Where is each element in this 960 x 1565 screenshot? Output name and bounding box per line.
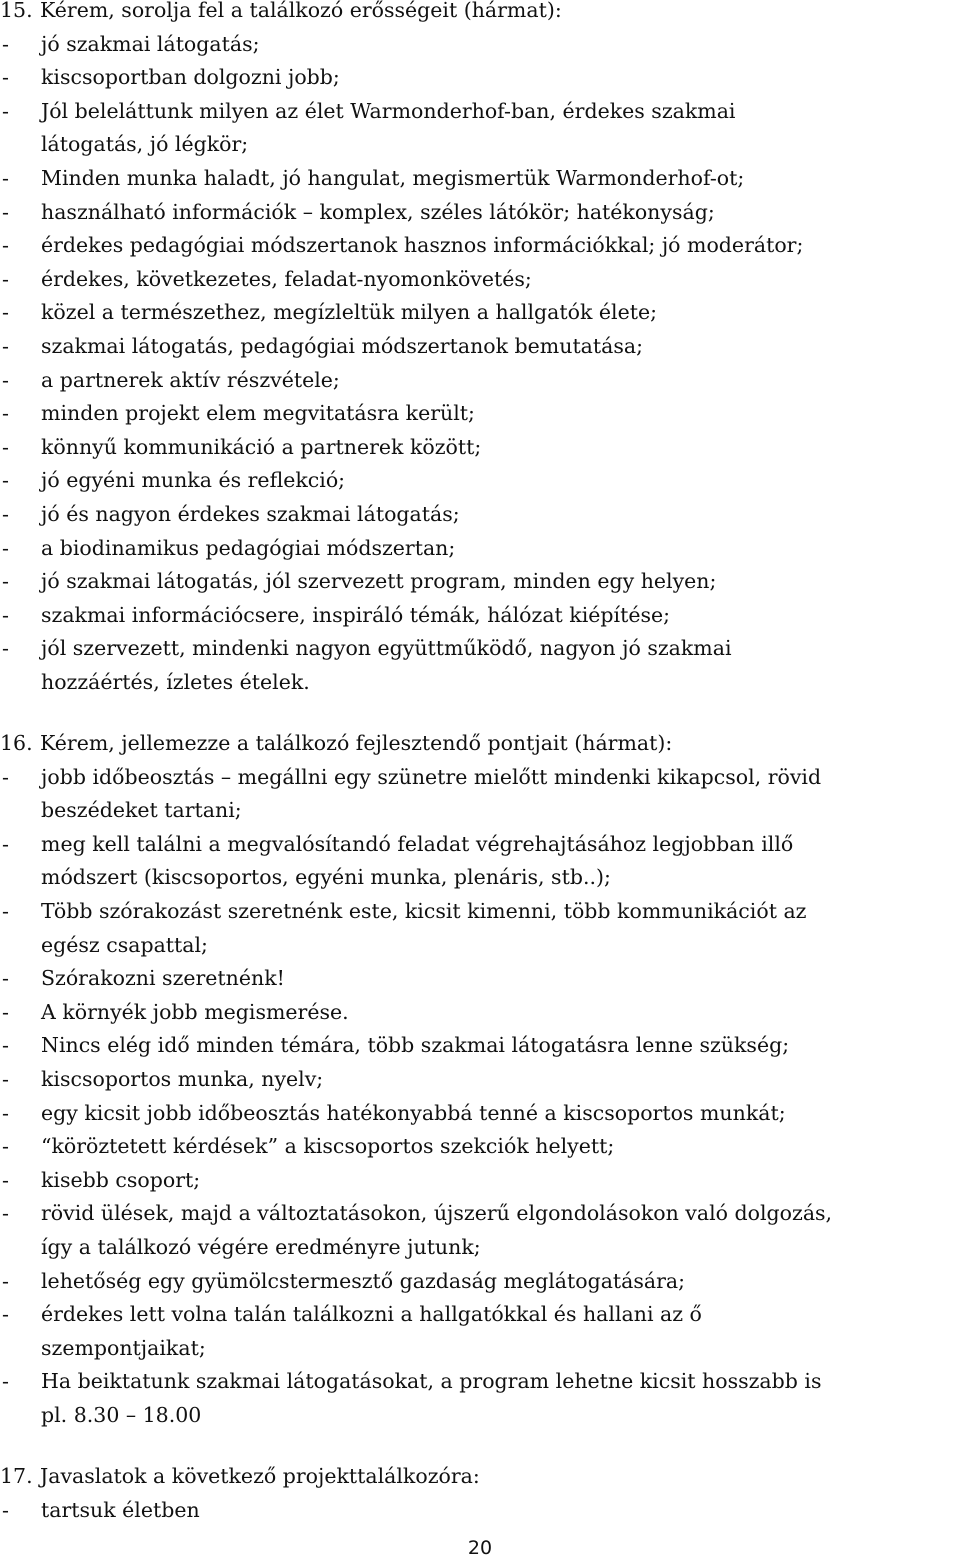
list-item-text: a partnerek aktív részvétele; xyxy=(41,367,340,392)
list-item-text: pl. 8.30 – 18.00 xyxy=(41,1402,202,1427)
list-item-text: lehetőség egy gyümölcstermesztő gazdaság meglátogatására; xyxy=(41,1268,686,1293)
list-dash: - xyxy=(2,434,9,459)
list-item-text: érdekes, következetes, feladat-nyomonkövetés; xyxy=(41,266,532,291)
list-dash: - xyxy=(2,1201,9,1226)
list-item-text: szakmai látogatás, pedagógiai módszertanok bemutatása; xyxy=(41,333,644,358)
list-item-text: “köröztetett kérdések” a kiscsoportos szekciók helyett; xyxy=(41,1134,615,1159)
list-dash: - xyxy=(2,501,9,526)
question-text: Kérem, sorolja fel a találkozó erősségeit (hármat): xyxy=(40,0,562,22)
list-item xyxy=(0,996,960,1030)
question-text: Kérem, jellemezze a találkozó fejlesztendő pontjait (hármat): xyxy=(40,731,673,755)
list-item-text: Több szórakozást szeretnénk este, kicsit kimenni, több kommunikációt az xyxy=(41,898,807,923)
list-item xyxy=(0,196,960,230)
list-item-text: szakmai információcsere, inspiráló témák, hálózat kiépítése; xyxy=(41,602,671,627)
list-item xyxy=(0,128,960,162)
list-item xyxy=(0,632,960,666)
list-dash: - xyxy=(2,764,9,789)
list-dash: - xyxy=(2,1497,9,1522)
list-item xyxy=(0,1130,960,1164)
list-dash: - xyxy=(2,535,9,560)
list-item-text: Nincs elég idő minden témára, több szakmai látogatásra lenne szükség; xyxy=(41,1033,790,1058)
list-dash: - xyxy=(2,199,9,224)
list-item xyxy=(0,28,960,62)
list-item-text: szempontjaikat; xyxy=(41,1335,206,1360)
list-item xyxy=(0,1298,960,1332)
list-item-text: Ha beiktatunk szakmai látogatásokat, a program lehetne kicsit hosszabb is xyxy=(41,1369,822,1394)
list-dash: - xyxy=(2,266,9,291)
list-item xyxy=(0,565,960,599)
list-dash: - xyxy=(2,1268,9,1293)
list-dash: - xyxy=(2,233,9,258)
list-item-text: jó szakmai látogatás; xyxy=(41,31,260,56)
list-dash: - xyxy=(2,367,9,392)
question-section xyxy=(0,1460,960,1527)
list-item xyxy=(0,1265,960,1299)
list-item-text: látogatás, jó légkör; xyxy=(41,132,249,157)
list-item xyxy=(0,599,960,633)
list-dash: - xyxy=(2,401,9,426)
question-text: Javaslatok a következő projekttalálkozóra: xyxy=(40,1464,480,1488)
question-number: 16. xyxy=(0,731,33,755)
list-item xyxy=(0,364,960,398)
list-dash: - xyxy=(2,1369,9,1394)
list-item-text: jó és nagyon érdekes szakmai látogatás; xyxy=(41,501,460,526)
list-item xyxy=(0,1063,960,1097)
list-item-text: rövid ülések, majd a változtatásokon, újszerű elgondolásokon való dolgozás, xyxy=(41,1201,833,1226)
list-dash: - xyxy=(2,569,9,594)
list-dash: - xyxy=(2,831,9,856)
list-item-text: használható információk – komplex, széles látókör; hatékonyság; xyxy=(41,199,715,224)
list-item xyxy=(0,1197,960,1231)
list-item-text: egész csapattal; xyxy=(41,932,208,957)
list-item xyxy=(0,761,960,795)
list-item xyxy=(0,1231,960,1265)
list-item xyxy=(0,1494,960,1528)
question-number: 15. xyxy=(0,0,33,22)
list-item-text: hozzáértés, ízletes ételek. xyxy=(41,669,310,694)
list-item xyxy=(0,464,960,498)
list-item-text: jobb időbeosztás – megállni egy szünetre mielőtt mindenki kikapcsol, rövid xyxy=(41,764,822,789)
list-item-text: A környék jobb megismerése. xyxy=(41,999,349,1024)
list-item xyxy=(0,1399,960,1433)
list-item xyxy=(0,1164,960,1198)
list-item xyxy=(0,61,960,95)
list-item-text: meg kell találni a megvalósítandó feladat végrehajtásához legjobban illő xyxy=(41,831,794,856)
list-dash: - xyxy=(2,966,9,991)
list-item xyxy=(0,330,960,364)
list-item-text: beszédeket tartani; xyxy=(41,798,242,823)
list-dash: - xyxy=(2,1100,9,1125)
list-item xyxy=(0,1332,960,1366)
list-dash: - xyxy=(2,165,9,190)
list-item-text: jó egyéni munka és reflekció; xyxy=(41,468,346,493)
list-item xyxy=(0,498,960,532)
list-item-text: kiscsoportos munka, nyelv; xyxy=(41,1066,324,1091)
list-item-text: jó szakmai látogatás, jól szervezett program, minden egy helyen; xyxy=(41,569,717,594)
list-dash: - xyxy=(2,1066,9,1091)
list-item xyxy=(0,532,960,566)
list-dash: - xyxy=(2,333,9,358)
list-item-text: a biodinamikus pedagógiai módszertan; xyxy=(41,535,456,560)
list-item xyxy=(0,431,960,465)
list-item-text: tartsuk életben xyxy=(41,1497,200,1522)
question-heading xyxy=(0,727,960,761)
list-item xyxy=(0,263,960,297)
list-item-text: könnyű kommunikáció a partnerek között; xyxy=(41,434,482,459)
list-item-text: jól szervezett, mindenki nagyon együttműködő, nagyon jó szakmai xyxy=(41,636,732,661)
list-item-text: Szórakozni szeretnénk! xyxy=(41,966,285,991)
list-item-text: Minden munka haladt, jó hangulat, megismertük Warmonderhof-ot; xyxy=(41,165,745,190)
list-item-text: közel a természethez, megízleltük milyen a hallgatók élete; xyxy=(41,300,658,325)
list-item-text: minden projekt elem megvitatásra került; xyxy=(41,401,475,426)
list-item xyxy=(0,1365,960,1399)
list-item-text: Jól beleláttunk milyen az élet Warmonderhof-ban, érdekes szakmai xyxy=(41,98,736,123)
question-section xyxy=(0,0,960,699)
question-heading xyxy=(0,0,960,28)
list-item xyxy=(0,397,960,431)
list-item-text: érdekes pedagógiai módszertanok hasznos információkkal; jó moderátor; xyxy=(41,233,804,258)
list-dash: - xyxy=(2,468,9,493)
list-item-text: módszert (kiscsoportos, egyéni munka, plenáris, stb..); xyxy=(41,865,611,890)
list-item xyxy=(0,861,960,895)
list-item-text: érdekes lett volna talán találkozni a hallgatókkal és hallani az ő xyxy=(41,1302,702,1327)
list-dash: - xyxy=(2,602,9,627)
question-number: 17. xyxy=(0,1464,33,1488)
list-dash: - xyxy=(2,65,9,90)
list-item xyxy=(0,962,960,996)
list-item-text: így a találkozó végére eredményre jutunk; xyxy=(41,1234,481,1259)
list-dash: - xyxy=(2,31,9,56)
list-dash: - xyxy=(2,300,9,325)
list-item xyxy=(0,229,960,263)
list-item xyxy=(0,162,960,196)
list-dash: - xyxy=(2,636,9,661)
list-dash: - xyxy=(2,1302,9,1327)
list-item xyxy=(0,666,960,700)
list-dash: - xyxy=(2,1033,9,1058)
list-dash: - xyxy=(2,1134,9,1159)
list-dash: - xyxy=(2,1167,9,1192)
list-dash: - xyxy=(2,98,9,123)
list-item xyxy=(0,1097,960,1131)
list-item xyxy=(0,296,960,330)
page-number: 20 xyxy=(467,1537,493,1559)
list-item xyxy=(0,95,960,129)
question-heading xyxy=(0,1460,960,1494)
list-item xyxy=(0,794,960,828)
list-item xyxy=(0,929,960,963)
list-item xyxy=(0,828,960,862)
list-dash: - xyxy=(2,999,9,1024)
list-dash: - xyxy=(2,898,9,923)
list-item-text: kiscsoportban dolgozni jobb; xyxy=(41,65,340,90)
list-item xyxy=(0,1029,960,1063)
list-item-text: egy kicsit jobb időbeosztás hatékonyabbá tenné a kiscsoportos munkát; xyxy=(41,1100,786,1125)
question-section xyxy=(0,727,960,1432)
list-item-text: kisebb csoport; xyxy=(41,1167,201,1192)
list-item xyxy=(0,895,960,929)
